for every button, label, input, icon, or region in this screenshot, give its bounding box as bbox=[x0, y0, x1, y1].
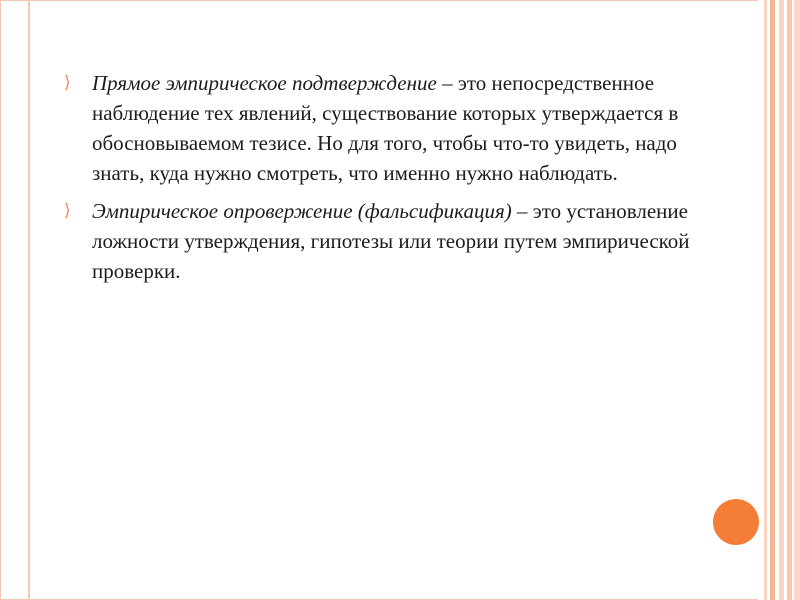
bullet-marker-icon: ⟩ bbox=[64, 201, 71, 220]
bullet-item-falsification bbox=[62, 196, 702, 286]
left-border-line bbox=[28, 0, 30, 600]
bullet-list bbox=[62, 68, 702, 294]
decorative-orange-circle bbox=[713, 499, 759, 545]
right-decorative-stripes bbox=[758, 0, 800, 600]
definition-direct-confirmation: – это непосредственное наблюдение тех явлений, существование которых утверждается в обосновываемом тезисе. Но для того, чтобы что-то увидеть, надо знать, куда нужно смотреть, что именно нужно наблюдать. bbox=[92, 71, 679, 185]
term-direct-confirmation: Прямое эмпирическое подтверждение bbox=[92, 71, 437, 95]
definition-falsification: – это установление ложности утверждения, гипотезы или теории путем эмпирической проверки. bbox=[92, 199, 690, 283]
term-falsification: Эмпирическое опровержение (фальсификация) bbox=[92, 199, 512, 223]
bullet-item-direct-confirmation bbox=[62, 68, 702, 188]
bullet-marker-icon: ⟩ bbox=[64, 73, 71, 92]
